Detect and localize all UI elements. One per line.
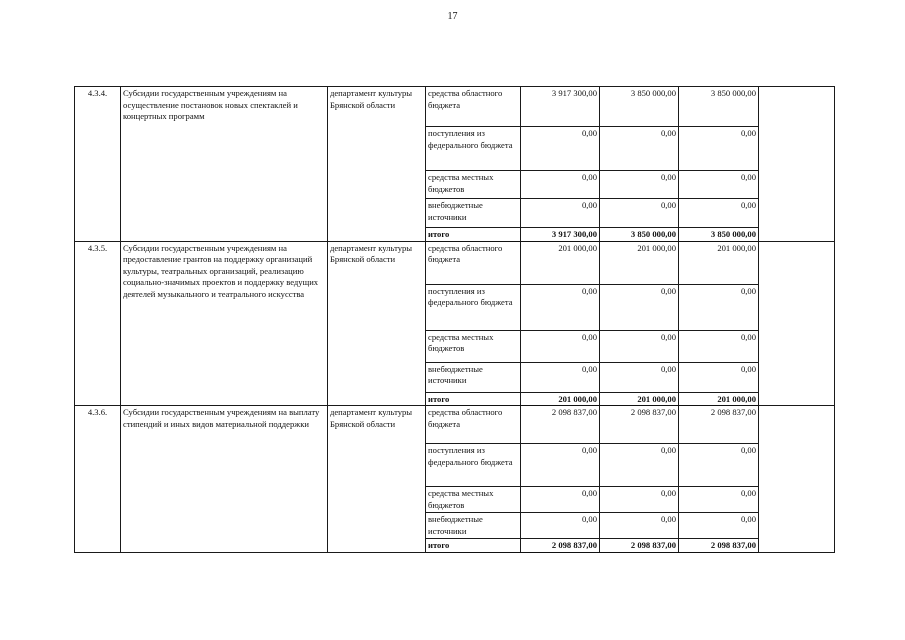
funding-source: средства областного бюджета [426,406,521,444]
amount-cell: 0,00 [600,284,679,330]
amount-cell: 0,00 [679,487,759,513]
amount-cell: 0,00 [679,362,759,392]
empty-cell [759,241,835,406]
funding-source: поступления из федерального бюджета [426,284,521,330]
amount-cell: 0,00 [600,444,679,487]
total-amount: 2 098 837,00 [679,539,759,553]
amount-cell: 0,00 [521,171,600,199]
total-amount: 201 000,00 [600,392,679,406]
table-row [75,241,835,284]
amount-cell: 0,00 [521,444,600,487]
total-amount: 201 000,00 [679,392,759,406]
item-name: Субсидии государственным учреждениям на выплату стипендий и иных видов материальной поддержки [121,406,328,553]
amount-cell: 0,00 [679,199,759,228]
total-amount: 3 850 000,00 [600,228,679,242]
amount-cell: 0,00 [521,284,600,330]
funding-source: средства местных бюджетов [426,330,521,362]
amount-cell: 0,00 [679,284,759,330]
amount-cell: 3 850 000,00 [679,87,759,127]
item-code: 4.3.5. [75,241,121,406]
budget-table [74,86,835,553]
amount-cell: 0,00 [600,330,679,362]
item-name: Субсидии государственным учреждениям на предоставление грантов на поддержку организаций культуры, театральных организаций, реализацию социально-значимых проектов и поддержку ведущих деятелей музыкального и театрального искусства [121,241,328,406]
amount-cell: 201 000,00 [521,241,600,284]
funding-source: средства местных бюджетов [426,171,521,199]
amount-cell: 2 098 837,00 [521,406,600,444]
amount-cell: 0,00 [679,330,759,362]
amount-cell: 2 098 837,00 [679,406,759,444]
amount-cell: 0,00 [521,513,600,539]
amount-cell: 0,00 [600,171,679,199]
amount-cell: 0,00 [679,513,759,539]
total-label: итого [426,392,521,406]
funding-source: средства местных бюджетов [426,487,521,513]
amount-cell: 0,00 [600,362,679,392]
item-code: 4.3.4. [75,87,121,242]
funding-source: внебюджетные источники [426,513,521,539]
total-amount: 2 098 837,00 [521,539,600,553]
item-executor: департамент культуры Брянской области [328,87,426,242]
total-amount: 2 098 837,00 [600,539,679,553]
total-label: итого [426,539,521,553]
total-label: итого [426,228,521,242]
table-row [75,406,835,444]
total-amount: 201 000,00 [521,392,600,406]
amount-cell: 201 000,00 [600,241,679,284]
total-amount: 3 850 000,00 [679,228,759,242]
amount-cell: 0,00 [600,199,679,228]
item-code: 4.3.6. [75,406,121,553]
amount-cell: 0,00 [679,444,759,487]
amount-cell: 3 850 000,00 [600,87,679,127]
empty-cell [759,87,835,242]
amount-cell: 2 098 837,00 [600,406,679,444]
amount-cell: 0,00 [521,487,600,513]
amount-cell: 0,00 [521,362,600,392]
amount-cell: 201 000,00 [679,241,759,284]
table-row [75,87,835,127]
amount-cell: 0,00 [600,513,679,539]
item-name: Субсидии государственным учреждениям на осуществление постановок новых спектаклей и концертных программ [121,87,328,242]
total-amount: 3 917 300,00 [521,228,600,242]
funding-source: поступления из федерального бюджета [426,127,521,171]
amount-cell: 0,00 [679,171,759,199]
funding-source: поступления из федерального бюджета [426,444,521,487]
amount-cell: 0,00 [679,127,759,171]
amount-cell: 0,00 [521,127,600,171]
amount-cell: 0,00 [600,487,679,513]
amount-cell: 0,00 [600,127,679,171]
amount-cell: 3 917 300,00 [521,87,600,127]
item-executor: департамент культуры Брянской области [328,241,426,406]
item-executor: департамент культуры Брянской области [328,406,426,553]
amount-cell: 0,00 [521,330,600,362]
funding-source: внебюджетные источники [426,362,521,392]
amount-cell: 0,00 [521,199,600,228]
funding-source: средства областного бюджета [426,87,521,127]
empty-cell [759,406,835,553]
funding-source: средства областного бюджета [426,241,521,284]
funding-source: внебюджетные источники [426,199,521,228]
page-number: 17 [447,11,458,22]
